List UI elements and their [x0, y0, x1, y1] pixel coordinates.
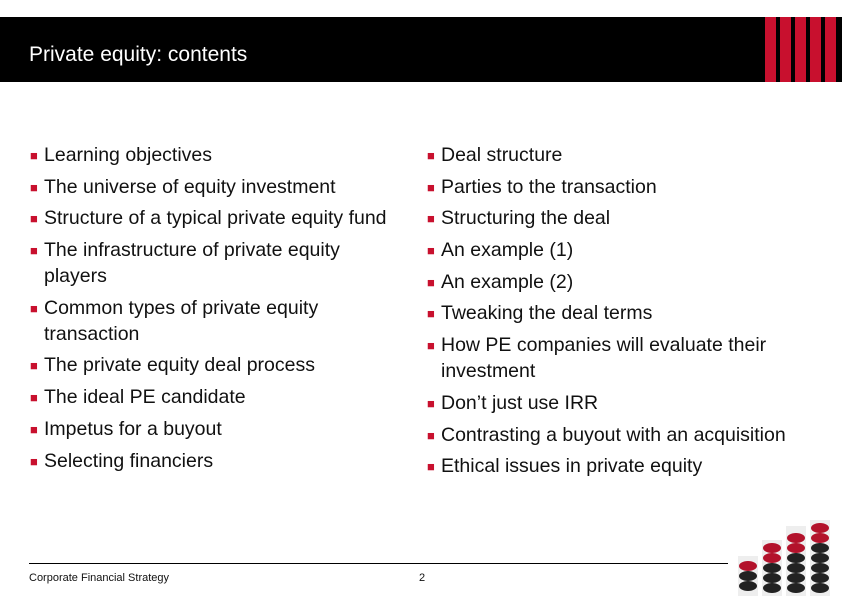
square-bullet-icon: ■ [427, 427, 435, 443]
list-item-text: The universe of equity investment [44, 175, 336, 198]
page-number: 2 [419, 572, 426, 584]
list-item [30, 142, 395, 168]
square-bullet-icon: ■ [427, 306, 435, 322]
list-item-text: The private equity deal process [44, 354, 315, 377]
list-item [427, 174, 822, 200]
square-bullet-icon: ■ [427, 274, 435, 290]
contents-list-left [30, 142, 395, 479]
square-bullet-icon: ■ [427, 395, 435, 411]
list-item-text: Contrasting a buyout with an acquisition [441, 423, 786, 446]
square-bullet-icon: ■ [427, 459, 435, 475]
list-item-text: An example (2) [441, 270, 574, 293]
list-item-text: Impetus for a buyout [44, 417, 222, 440]
square-bullet-icon: ■ [427, 148, 435, 163]
list-item-text: Learning objectives [44, 144, 213, 166]
list-item-text: How PE companies will evaluate their investment [441, 334, 767, 383]
list-item [427, 332, 822, 384]
square-bullet-icon: ■ [30, 179, 38, 195]
square-bullet-icon: ■ [30, 300, 38, 316]
list-item-text: Tweaking the deal terms [441, 302, 653, 325]
list-item [427, 422, 822, 448]
square-bullet-icon: ■ [30, 390, 38, 406]
contents-list-right [427, 142, 822, 485]
list-item-text: The infrastructure of private equity players [44, 239, 340, 288]
square-bullet-icon: ■ [30, 243, 38, 259]
list-item-text: Deal structure [441, 144, 563, 166]
list-item [30, 237, 395, 289]
list-item [427, 390, 822, 416]
list-item [30, 416, 395, 442]
square-bullet-icon: ■ [30, 358, 38, 374]
square-bullet-icon: ■ [30, 421, 38, 437]
list-item [30, 174, 395, 200]
square-bullet-icon: ■ [30, 148, 38, 163]
list-item [30, 295, 395, 347]
square-bullet-icon: ■ [427, 211, 435, 227]
footer-divider [29, 563, 741, 564]
list-item-text: Selecting financiers [44, 449, 214, 472]
slide-header [0, 17, 842, 82]
square-bullet-icon: ■ [427, 179, 435, 195]
list-item-text: Structuring the deal [441, 207, 611, 230]
list-item [427, 205, 822, 231]
list-item [30, 384, 395, 410]
slide-title: Private equity: contents [29, 43, 248, 66]
list-item [427, 237, 822, 263]
square-bullet-icon: ■ [30, 211, 38, 227]
list-item-text: Ethical issues in private equity [441, 455, 703, 478]
list-item [427, 300, 822, 326]
list-item [427, 453, 822, 479]
list-item-text: Common types of private equity transaction [44, 296, 319, 345]
square-bullet-icon: ■ [30, 453, 38, 469]
stacked-coins-image [728, 518, 840, 596]
footer-source: Corporate Financial Strategy [29, 572, 170, 584]
list-item-text: An example (1) [441, 239, 574, 262]
list-item [30, 448, 395, 474]
list-item [30, 352, 395, 378]
list-item-text: Parties to the transaction [441, 175, 657, 198]
square-bullet-icon: ■ [427, 338, 435, 354]
list-item-text: Don’t just use IRR [441, 391, 599, 414]
square-bullet-icon: ■ [427, 243, 435, 259]
list-item [427, 142, 822, 168]
list-item [30, 205, 395, 231]
list-item-text: Structure of a typical private equity fund [44, 207, 387, 230]
list-item-text: The ideal PE candidate [44, 386, 246, 409]
list-item [427, 269, 822, 295]
